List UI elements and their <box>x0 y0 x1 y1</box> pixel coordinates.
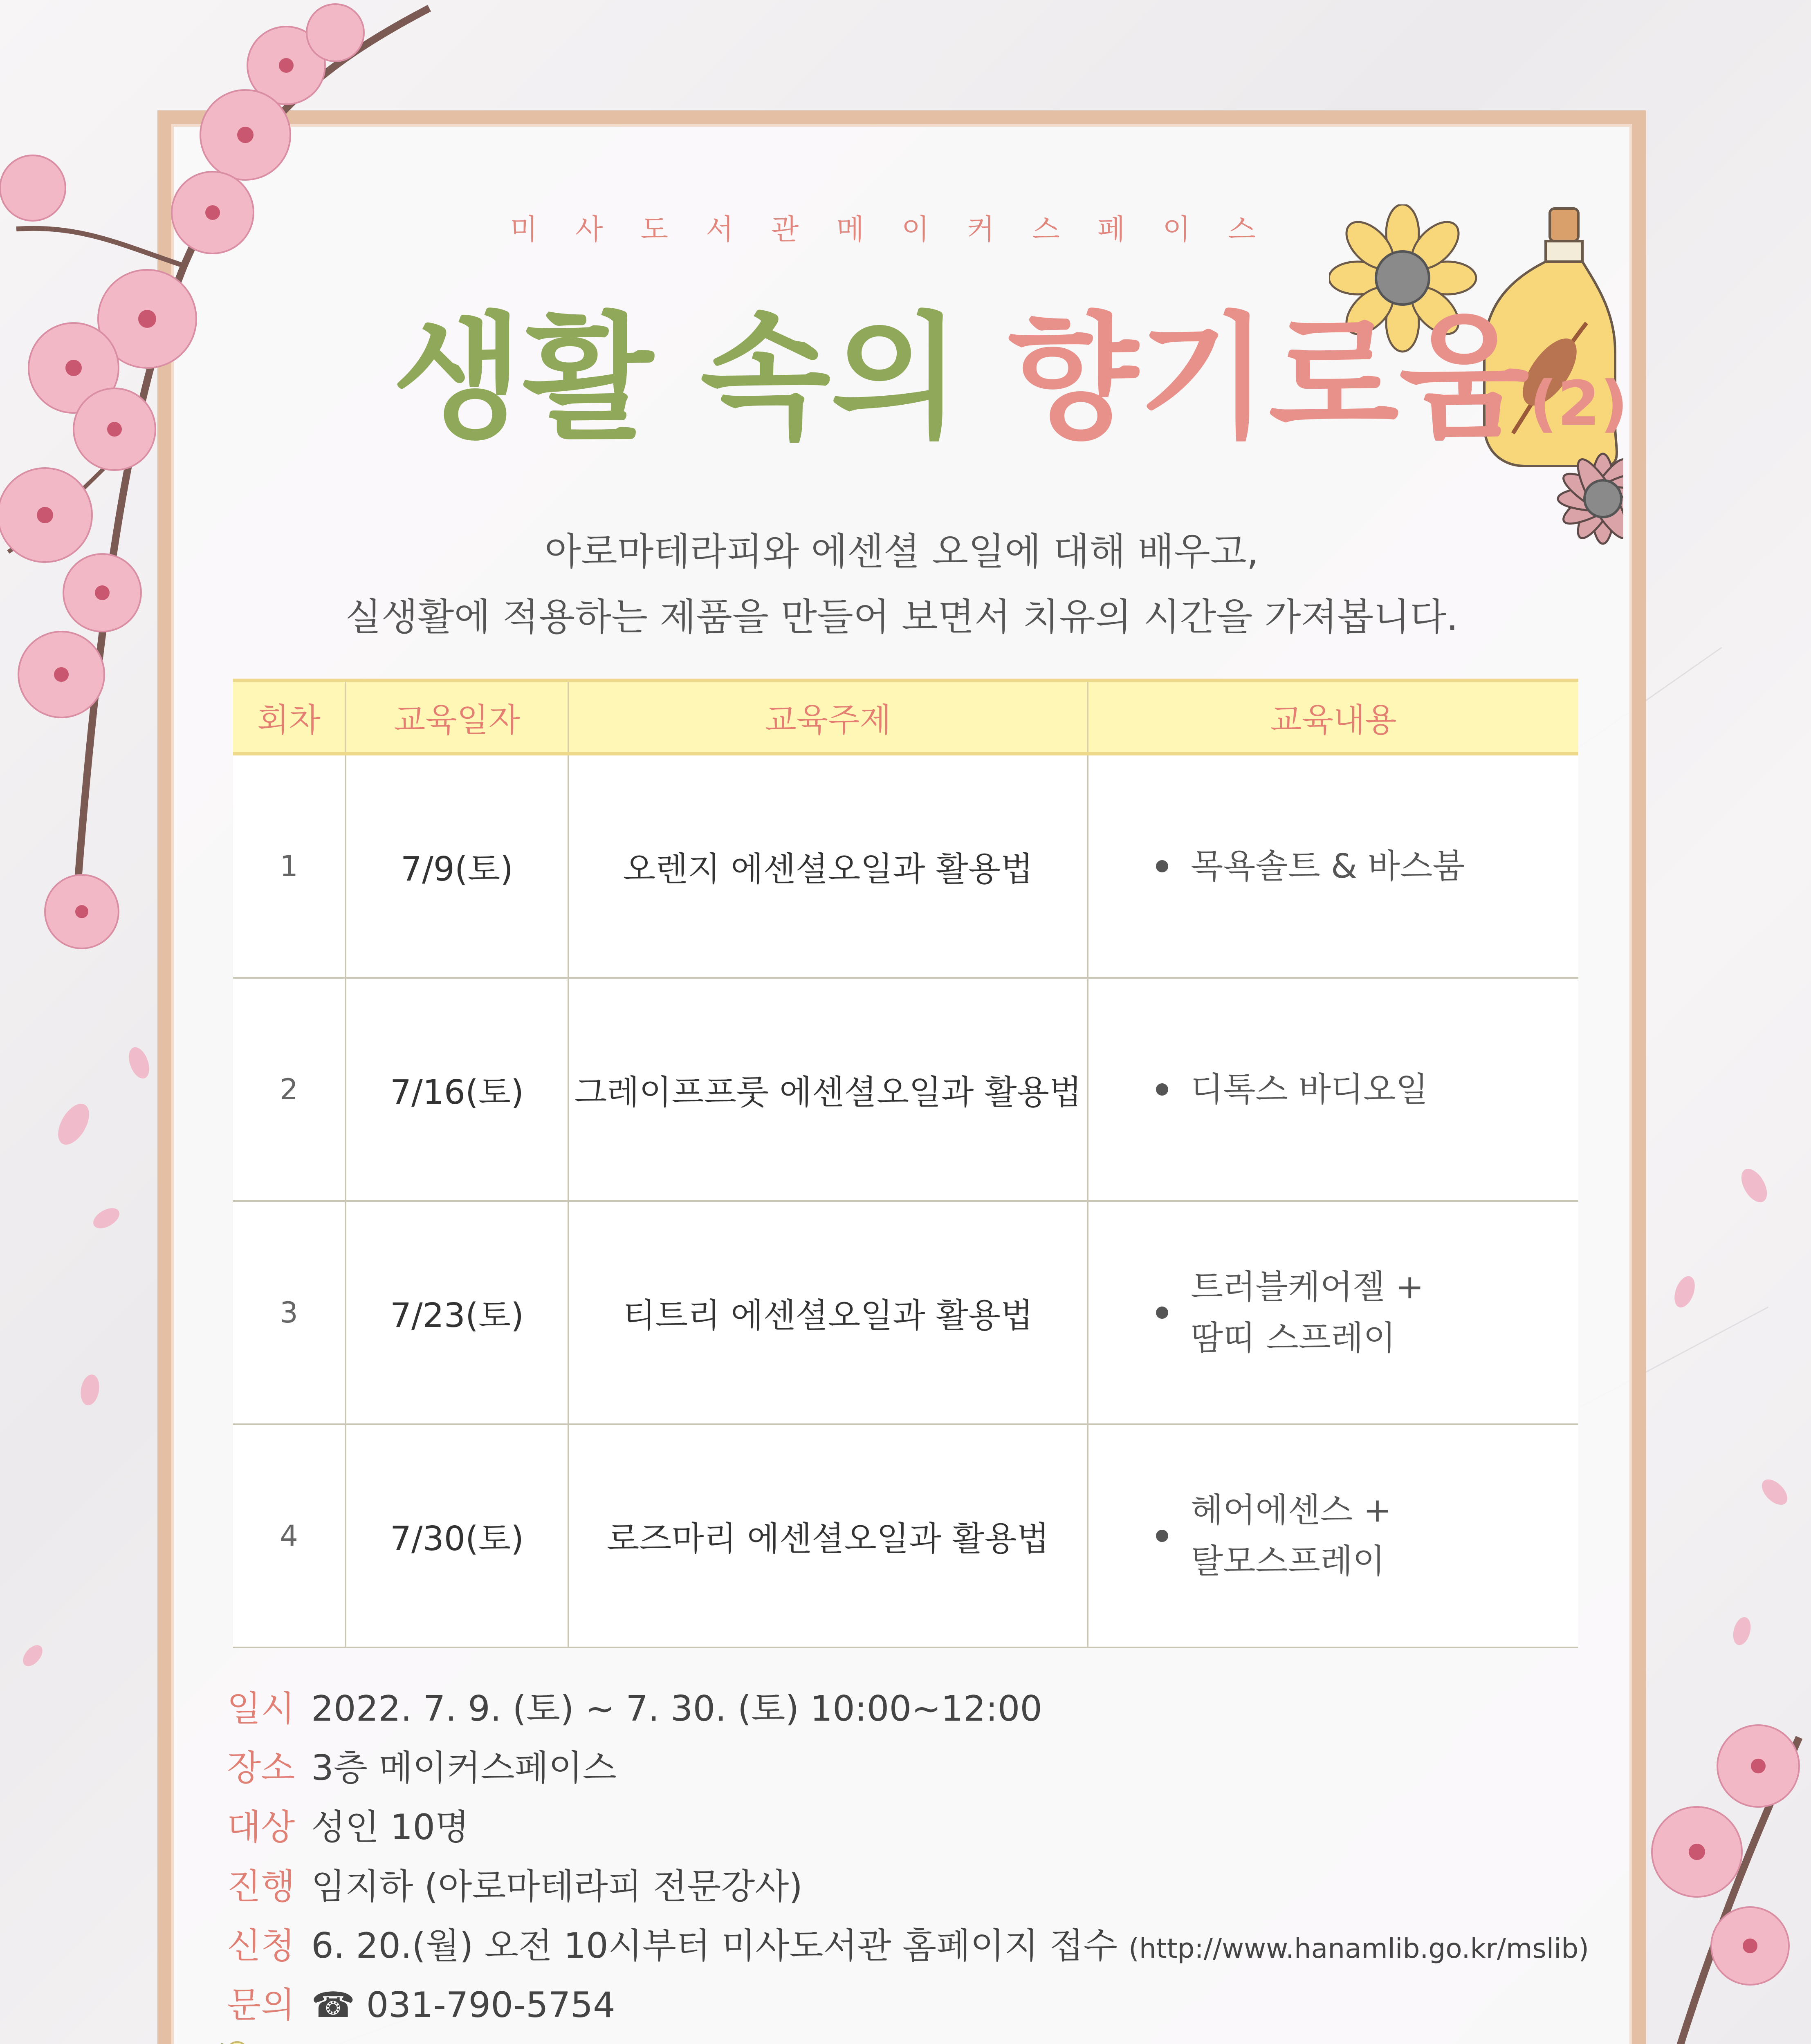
table-row <box>233 1424 1578 1647</box>
content-line-1: 헤어에센스 + <box>1191 1491 1391 1530</box>
info-label: 장소 <box>227 1748 295 1788</box>
info-place <box>227 1739 617 1790</box>
info-instructor <box>227 1858 803 1909</box>
info-label: 대상 <box>227 1807 295 1848</box>
session-date: 7/16(토) <box>346 978 568 1201</box>
info-label: 진행 <box>227 1866 295 1907</box>
session-number: 3 <box>233 1201 346 1424</box>
info-value: 2022. 7. 9. (토) ~ 7. 30. (토) 10:00~12:00 <box>311 1688 1043 1729</box>
session-topic: 그레이프프룻 에센셜오일과 활용법 <box>568 978 1088 1201</box>
bullet-icon <box>1156 1530 1168 1542</box>
bullet-icon <box>1156 1307 1168 1319</box>
page-title <box>393 300 1628 457</box>
title-part-2: 향기로움 <box>1008 300 1530 457</box>
table-row <box>233 1201 1578 1424</box>
small-yellow-flower-icon <box>213 2028 335 2044</box>
session-number: 1 <box>233 754 346 978</box>
info-value: 3층 메이커스페이스 <box>311 1748 617 1788</box>
program-subtitle: 미사도서관메이커스페이스 <box>510 213 1293 246</box>
info-label: 신청 <box>227 1925 295 1966</box>
session-content <box>1088 754 1578 978</box>
session-topic: 오렌지 에센셜오일과 활용법 <box>568 754 1088 978</box>
header-date: 교육일자 <box>346 680 568 754</box>
program-intro <box>157 519 1646 650</box>
session-date: 7/30(토) <box>346 1424 568 1647</box>
session-topic: 로즈마리 에센셜오일과 활용법 <box>568 1424 1088 1647</box>
info-label: 문의 <box>227 1985 295 2026</box>
content-line-2: 땀띠 스프레이 <box>1191 1319 1396 1358</box>
schedule-table <box>233 679 1578 1648</box>
intro-line-2: 실생활에 적용하는 제품을 만들어 보면서 치유의 시간을 가져봅니다. <box>345 595 1459 639</box>
title-part-3: (2) <box>1529 368 1628 439</box>
info-label: 일시 <box>227 1688 295 1729</box>
table-row <box>233 754 1578 978</box>
info-value: 성인 10명 <box>311 1807 469 1848</box>
title-part-1: 생활 속의 <box>393 300 1008 457</box>
table-header-row <box>233 680 1578 754</box>
bullet-icon <box>1156 860 1168 872</box>
session-number: 2 <box>233 978 346 1201</box>
info-value: 임지하 (아로마테라피 전문강사) <box>311 1866 803 1907</box>
info-value: 6. 20.(월) 오전 10시부터 미사도서관 홈페이지 접수 <box>311 1925 1118 1966</box>
content-line-1: 트러블케어젤 + <box>1191 1268 1424 1307</box>
header-session: 회차 <box>233 680 346 754</box>
intro-line-1: 아로마테라피와 에센셜 오일에 대해 배우고, <box>545 530 1259 574</box>
phone-number: 031-790-5754 <box>366 1985 615 2026</box>
info-target <box>227 1799 469 1849</box>
bullet-icon <box>1156 1083 1168 1096</box>
session-content <box>1088 1424 1578 1647</box>
content-line-1: 목욕솔트 & 바스붐 <box>1191 847 1465 886</box>
homepage-link[interactable]: (http://www.hanamlib.go.kr/mslib) <box>1129 1933 1589 1964</box>
header-content: 교육내용 <box>1088 680 1578 754</box>
session-topic: 티트리 에센셜오일과 활용법 <box>568 1201 1088 1424</box>
table-row <box>233 978 1578 1201</box>
session-date: 7/23(토) <box>346 1201 568 1424</box>
header-topic: 교육주제 <box>568 680 1088 754</box>
phone-icon: ☎ <box>311 1985 355 2026</box>
session-content <box>1088 1201 1578 1424</box>
info-schedule <box>227 1680 1042 1731</box>
session-date: 7/9(토) <box>346 754 568 978</box>
session-content <box>1088 978 1578 1201</box>
content-line-1: 디톡스 바디오일 <box>1191 1070 1428 1109</box>
session-number: 4 <box>233 1424 346 1647</box>
info-apply <box>227 1917 1589 1968</box>
info-contact <box>227 1977 615 2027</box>
content-line-2: 탈모스프레이 <box>1191 1542 1385 1581</box>
